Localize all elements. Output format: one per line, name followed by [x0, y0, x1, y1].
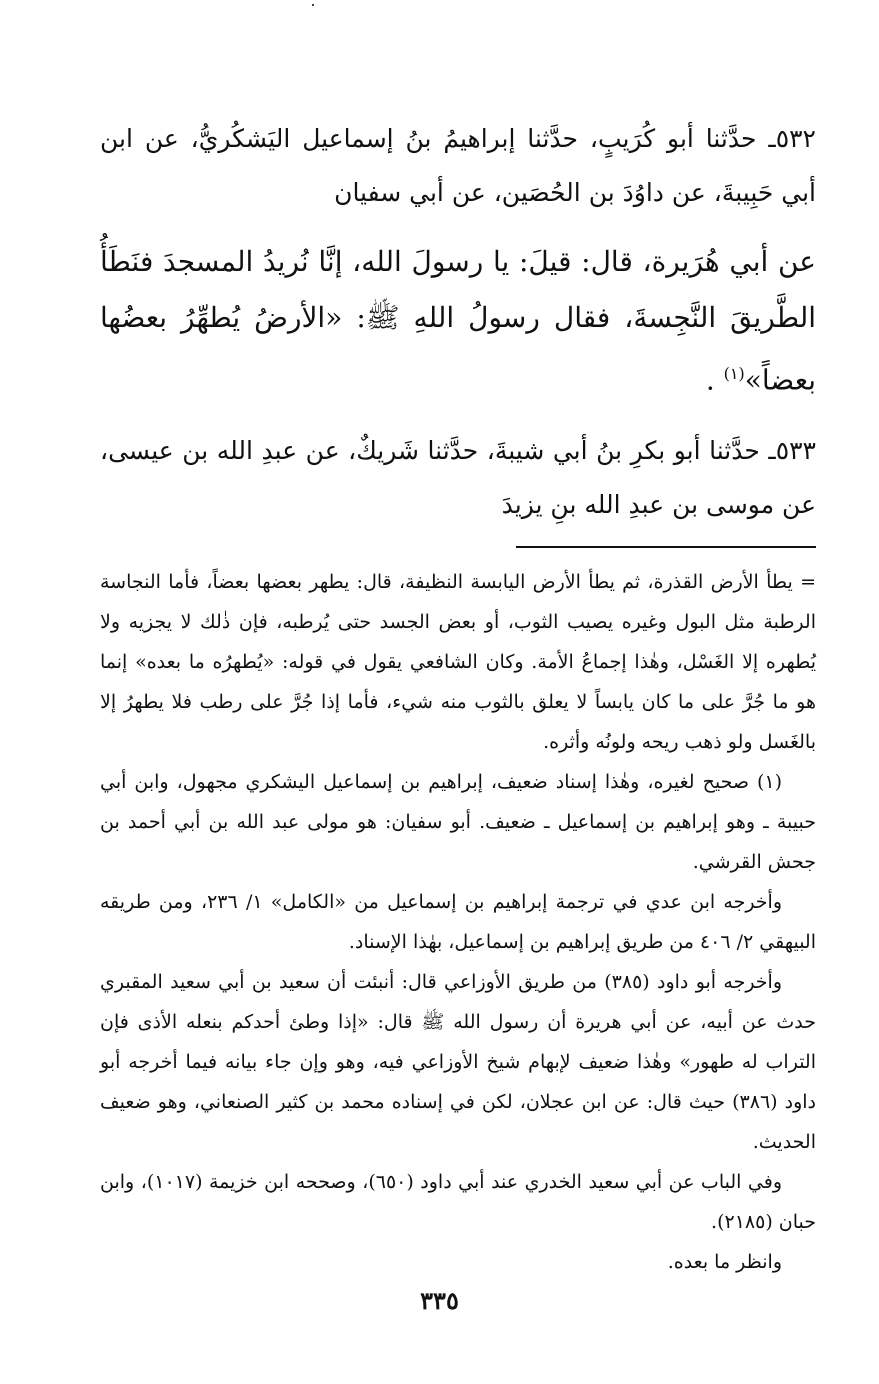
- hadith-532-end: .: [705, 363, 724, 397]
- footnote-separator: [516, 546, 816, 548]
- scan-speck: [312, 4, 314, 6]
- page-body: [100, 112, 816, 1282]
- hadith-532-matn-text: عن أبي هُرَيرة، قال: قيلَ: يا رسولَ الله، إنَّا نُريدُ المسجدَ فنَطَأُ الطَّريقَ النَّجِسةَ، فقال رسولُ اللهِ ﷺ: «الأرضُ يُطهِّرُ بعضُها بعضاً»: [100, 245, 816, 397]
- footnote-continuation: = يطأ الأرض القذرة، ثم يطأ الأرض اليابسة النظيفة، قال: يطهر بعضها بعضاً، فأما النجاسة الرطبة مثل البول وغيره يصيب الثوب، أو بعض الجسد حتى يُرطبه، فإن ذٰلك لا يجزيه ولا يُطهره إلا الغَسْل، وهٰذا إجماعُ الأمة. وكان الشافعي يقول في قوله: «يُطهرُه ما بعده» إنما هو ما جُرَّ على ما كان يابساً لا يعلق بالثوب منه شيء، فأما إذا جُرَّ على رطب فلا يطهرُ إلا بالغَسل ولو ذهب ريحه ولونُه وأثره.: [100, 571, 816, 754]
- footnote-ref-1[interactable]: (١): [723, 364, 745, 383]
- footnotes: [100, 562, 816, 1282]
- hadith-532-isnad: ٥٣٢ـ حدَّثنا أبو كُرَيبٍ، حدَّثنا إبراهيمُ بنُ إسماعيل اليَشكُريُّ، عن ابن أبي حَبِيبةَ، عن داوُدَ بن الحُصَين، عن أبي سفيان: [100, 124, 816, 207]
- footnote-1-takhrij-abu-dawud: وأخرجه أبو داود (٣٨٥) من طريق الأوزاعي قال: أنبئت أن سعيد بن أبي سعيد المقبري حدث عن أبيه، عن أبي هريرة أن رسول الله ﷺ قال: «إذا وطئ أحدكم بنعله الأذى فإن التراب له طهور» وهٰذا ضعيف لإبهام شيخ الأوزاعي فيه، وهو وإن جاء بيانه فيما أخرجه أبو داود (٣٨٦) حيث قال: عن ابن عجلان، لكن في إسناده محمد بن كثير الصنعاني، وهو ضعيف الحديث.: [100, 971, 817, 1154]
- hadith-532-matn: [100, 234, 816, 408]
- footnote-1-takhrij-ibn-adi: وأخرجه ابن عدي في ترجمة إبراهيم بن إسماعيل من «الكامل» ١/ ٢٣٦، ومن طريقه البيهقي ٢/ ٤٠٦ من طريق إبراهيم بن إسماعيل، بهٰذا الإسناد.: [100, 891, 816, 954]
- footnote-1: (١) صحيح لغيره، وهٰذا إسناد ضعيف، إبراهيم بن إسماعيل اليشكري مجهول، وابن أبي حبيبة ـ وهو إبراهيم بن إسماعيل ـ ضعيف. أبو سفيان: هو مولى عبد الله بن أبي أحمد بن جحش القرشي.: [100, 771, 816, 874]
- footnote-1-fil-bab: وفي الباب عن أبي سعيد الخدري عند أبي داود (٦٥٠)، وصححه ابن خزيمة (١٠١٧)، وابن حبان (٢١٨٥).: [100, 1171, 816, 1234]
- page-number: ٣٣٥: [420, 1286, 459, 1315]
- footnote-1-see-next: وانظر ما بعده.: [667, 1251, 782, 1274]
- hadith-533-isnad: ٥٣٣ـ حدَّثنا أبو بكرِ بنُ أبي شيبةَ، حدَّثنا شَريكٌ، عن عبدِ الله بن عيسى، عن موسى بن عبدِ الله بنِ يزيدَ: [100, 436, 816, 520]
